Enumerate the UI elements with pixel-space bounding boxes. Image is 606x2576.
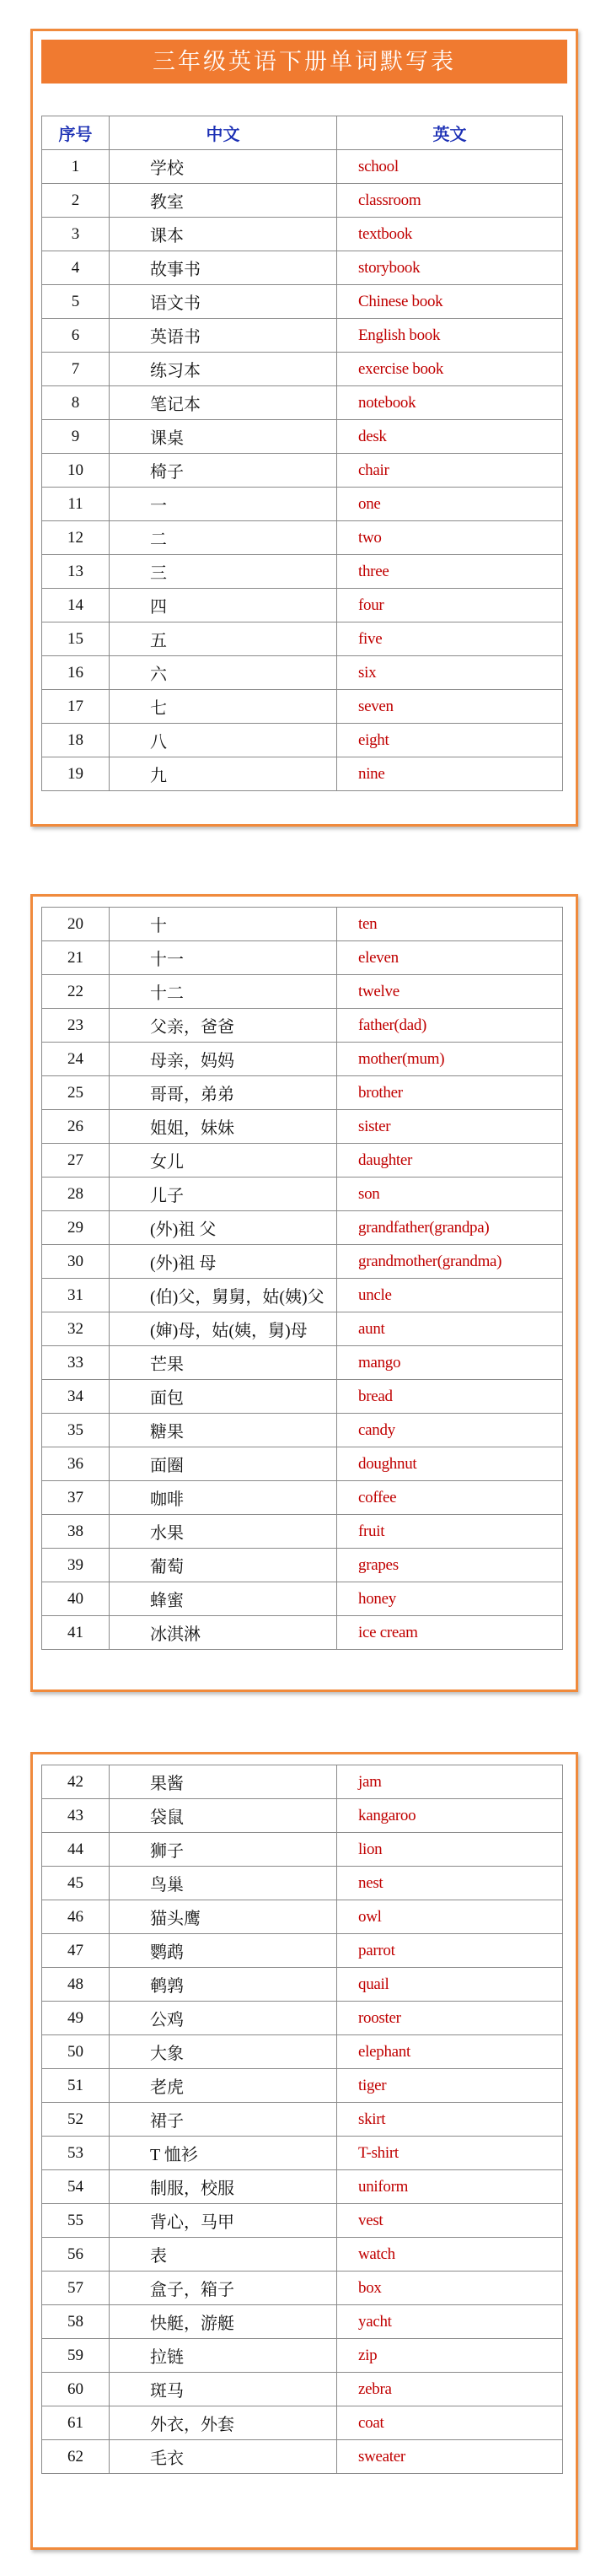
english-word: five (337, 622, 563, 656)
english-word: uniform (337, 2170, 563, 2204)
row-number: 52 (42, 2103, 110, 2137)
english-word: grandmother(grandma) (337, 1245, 563, 1279)
chinese-word: 笔记本 (110, 386, 337, 420)
chinese-word: 故事书 (110, 251, 337, 285)
row-number: 23 (42, 1009, 110, 1043)
english-word: ice cream (337, 1616, 563, 1650)
table-row (42, 2305, 563, 2339)
vocab-panel-1 (30, 29, 578, 827)
row-number: 35 (42, 1414, 110, 1447)
row-number: 9 (42, 420, 110, 454)
chinese-word: 一 (110, 488, 337, 521)
chinese-word: (外)祖 父 (110, 1211, 337, 1245)
chinese-word: 八 (110, 724, 337, 757)
row-number: 36 (42, 1447, 110, 1481)
row-number: 13 (42, 555, 110, 589)
english-word: Chinese book (337, 285, 563, 319)
english-word: nine (337, 757, 563, 791)
row-number: 2 (42, 184, 110, 218)
english-word: rooster (337, 2002, 563, 2035)
chinese-word: 十 (110, 908, 337, 941)
row-number: 12 (42, 521, 110, 555)
chinese-word: 冰淇淋 (110, 1616, 337, 1650)
table-row (42, 2406, 563, 2440)
chinese-word: 拉链 (110, 2339, 337, 2373)
chinese-word: 表 (110, 2238, 337, 2272)
row-number: 22 (42, 975, 110, 1009)
chinese-word: 大象 (110, 2035, 337, 2069)
row-number: 19 (42, 757, 110, 791)
table-row (42, 2069, 563, 2103)
table-row (42, 1799, 563, 1833)
table-row (42, 975, 563, 1009)
page-title: 三年级英语下册单词默写表 (41, 40, 567, 84)
chinese-word: 十一 (110, 941, 337, 975)
chinese-word: 鹌鹑 (110, 1968, 337, 2002)
chinese-word: 父亲，爸爸 (110, 1009, 337, 1043)
chinese-word: 芒果 (110, 1346, 337, 1380)
table-row (42, 1178, 563, 1211)
row-number: 15 (42, 622, 110, 656)
english-word: nest (337, 1867, 563, 1900)
table-row (42, 1144, 563, 1178)
chinese-word: 三 (110, 555, 337, 589)
vocab-table (41, 1765, 563, 2474)
english-word: mother(mum) (337, 1043, 563, 1076)
chinese-word: 课桌 (110, 420, 337, 454)
row-number: 42 (42, 1765, 110, 1799)
chinese-word: T 恤衫 (110, 2137, 337, 2170)
row-number: 32 (42, 1312, 110, 1346)
table-row (42, 2103, 563, 2137)
english-word: brother (337, 1076, 563, 1110)
chinese-word: 十二 (110, 975, 337, 1009)
row-number: 6 (42, 319, 110, 353)
table-row (42, 1312, 563, 1346)
chinese-word: 五 (110, 622, 337, 656)
chinese-word: 母亲，妈妈 (110, 1043, 337, 1076)
vocab-table (41, 116, 563, 791)
table-row (42, 941, 563, 975)
english-word: zebra (337, 2373, 563, 2406)
row-number: 10 (42, 454, 110, 488)
table-row (42, 420, 563, 454)
table-row (42, 218, 563, 251)
row-number: 7 (42, 353, 110, 386)
english-word: candy (337, 1414, 563, 1447)
row-number: 48 (42, 1968, 110, 2002)
chinese-word: 袋鼠 (110, 1799, 337, 1833)
english-word: exercise book (337, 353, 563, 386)
table-row (42, 1968, 563, 2002)
english-word: skirt (337, 2103, 563, 2137)
table-row (42, 184, 563, 218)
table-row (42, 1414, 563, 1447)
chinese-word: 毛衣 (110, 2440, 337, 2474)
vocab-table (41, 907, 563, 1650)
row-number: 39 (42, 1549, 110, 1582)
table-row (42, 1245, 563, 1279)
english-word: elephant (337, 2035, 563, 2069)
table-row (42, 1447, 563, 1481)
table-row (42, 2137, 563, 2170)
row-number: 24 (42, 1043, 110, 1076)
chinese-word: 练习本 (110, 353, 337, 386)
english-word: ten (337, 908, 563, 941)
table-row (42, 2440, 563, 2474)
english-word: chair (337, 454, 563, 488)
table-row (42, 1900, 563, 1934)
table-row (42, 2002, 563, 2035)
english-word: three (337, 555, 563, 589)
table-header-row (42, 116, 563, 150)
row-number: 21 (42, 941, 110, 975)
row-number: 51 (42, 2069, 110, 2103)
chinese-word: 斑马 (110, 2373, 337, 2406)
english-word: grandfather(grandpa) (337, 1211, 563, 1245)
table-row (42, 2170, 563, 2204)
english-word: daughter (337, 1144, 563, 1178)
chinese-word: (婶)母，姑(姨，舅)母 (110, 1312, 337, 1346)
english-word: doughnut (337, 1447, 563, 1481)
row-number: 18 (42, 724, 110, 757)
table-row (42, 1346, 563, 1380)
table-row (42, 555, 563, 589)
chinese-word: 盒子，箱子 (110, 2272, 337, 2305)
row-number: 54 (42, 2170, 110, 2204)
row-number: 20 (42, 908, 110, 941)
chinese-word: 六 (110, 656, 337, 690)
row-number: 59 (42, 2339, 110, 2373)
table-row (42, 1934, 563, 1968)
chinese-word: 糖果 (110, 1414, 337, 1447)
table-row (42, 1549, 563, 1582)
english-word: uncle (337, 1279, 563, 1312)
row-number: 16 (42, 656, 110, 690)
english-word: owl (337, 1900, 563, 1934)
table-row (42, 1867, 563, 1900)
english-word: kangaroo (337, 1799, 563, 1833)
english-word: fruit (337, 1515, 563, 1549)
english-word: two (337, 521, 563, 555)
chinese-word: 果酱 (110, 1765, 337, 1799)
row-number: 53 (42, 2137, 110, 2170)
english-word: jam (337, 1765, 563, 1799)
english-word: T-shirt (337, 2137, 563, 2170)
english-word: watch (337, 2238, 563, 2272)
table-row (42, 285, 563, 319)
table-row (42, 2272, 563, 2305)
row-number: 25 (42, 1076, 110, 1110)
chinese-word: 快艇，游艇 (110, 2305, 337, 2339)
english-word: honey (337, 1582, 563, 1616)
row-number: 34 (42, 1380, 110, 1414)
chinese-word: 蜂蜜 (110, 1582, 337, 1616)
chinese-word: 女儿 (110, 1144, 337, 1178)
chinese-word: 英语书 (110, 319, 337, 353)
english-word: coffee (337, 1481, 563, 1515)
table-row (42, 1616, 563, 1650)
chinese-word: 狮子 (110, 1833, 337, 1867)
chinese-word: 教室 (110, 184, 337, 218)
english-word: classroom (337, 184, 563, 218)
row-number: 61 (42, 2406, 110, 2440)
english-word: six (337, 656, 563, 690)
table-row (42, 1481, 563, 1515)
chinese-word: 面圈 (110, 1447, 337, 1481)
english-word: English book (337, 319, 563, 353)
table-row (42, 2373, 563, 2406)
chinese-word: 姐姐，妹妹 (110, 1110, 337, 1144)
english-word: seven (337, 690, 563, 724)
row-number: 1 (42, 150, 110, 184)
table-row (42, 386, 563, 420)
table-row (42, 1765, 563, 1799)
table-row (42, 319, 563, 353)
table-row (42, 2339, 563, 2373)
row-number: 60 (42, 2373, 110, 2406)
english-word: eleven (337, 941, 563, 975)
chinese-word: 儿子 (110, 1178, 337, 1211)
english-word: father(dad) (337, 1009, 563, 1043)
row-number: 41 (42, 1616, 110, 1650)
row-number: 62 (42, 2440, 110, 2474)
english-word: box (337, 2272, 563, 2305)
row-number: 33 (42, 1346, 110, 1380)
row-number: 27 (42, 1144, 110, 1178)
table-row (42, 488, 563, 521)
chinese-word: 老虎 (110, 2069, 337, 2103)
chinese-word: 语文书 (110, 285, 337, 319)
row-number: 14 (42, 589, 110, 622)
english-word: notebook (337, 386, 563, 420)
table-row (42, 1211, 563, 1245)
chinese-word: 面包 (110, 1380, 337, 1414)
chinese-word: 咖啡 (110, 1481, 337, 1515)
english-word: sweater (337, 2440, 563, 2474)
table-row (42, 454, 563, 488)
english-word: bread (337, 1380, 563, 1414)
table-row (42, 1279, 563, 1312)
row-number: 26 (42, 1110, 110, 1144)
row-number: 5 (42, 285, 110, 319)
row-number: 58 (42, 2305, 110, 2339)
row-number: 8 (42, 386, 110, 420)
row-number: 3 (42, 218, 110, 251)
chinese-word: 猫头鹰 (110, 1900, 337, 1934)
vocab-panel-3 (30, 1752, 578, 2550)
row-number: 43 (42, 1799, 110, 1833)
row-number: 28 (42, 1178, 110, 1211)
table-row (42, 1009, 563, 1043)
row-number: 49 (42, 2002, 110, 2035)
table-row (42, 1110, 563, 1144)
row-number: 47 (42, 1934, 110, 1968)
english-word: grapes (337, 1549, 563, 1582)
chinese-word: 二 (110, 521, 337, 555)
table-row (42, 2204, 563, 2238)
english-word: vest (337, 2204, 563, 2238)
row-number: 55 (42, 2204, 110, 2238)
row-number: 46 (42, 1900, 110, 1934)
table-row (42, 150, 563, 184)
english-word: one (337, 488, 563, 521)
chinese-word: 四 (110, 589, 337, 622)
row-number: 56 (42, 2238, 110, 2272)
english-word: mango (337, 1346, 563, 1380)
chinese-word: 七 (110, 690, 337, 724)
chinese-word: 裙子 (110, 2103, 337, 2137)
header-chinese: 中文 (110, 116, 337, 150)
english-word: coat (337, 2406, 563, 2440)
chinese-word: 哥哥，弟弟 (110, 1076, 337, 1110)
chinese-word: 学校 (110, 150, 337, 184)
chinese-word: 九 (110, 757, 337, 791)
row-number: 38 (42, 1515, 110, 1549)
english-word: desk (337, 420, 563, 454)
row-number: 57 (42, 2272, 110, 2305)
english-word: school (337, 150, 563, 184)
row-number: 29 (42, 1211, 110, 1245)
row-number: 45 (42, 1867, 110, 1900)
english-word: lion (337, 1833, 563, 1867)
table-row (42, 521, 563, 555)
table-row (42, 589, 563, 622)
english-word: four (337, 589, 563, 622)
table-row (42, 1043, 563, 1076)
table-row (42, 757, 563, 791)
english-word: son (337, 1178, 563, 1211)
table-row (42, 622, 563, 656)
table-row (42, 2238, 563, 2272)
english-word: zip (337, 2339, 563, 2373)
chinese-word: 公鸡 (110, 2002, 337, 2035)
english-word: yacht (337, 2305, 563, 2339)
english-word: quail (337, 1968, 563, 2002)
table-row (42, 908, 563, 941)
row-number: 11 (42, 488, 110, 521)
english-word: storybook (337, 251, 563, 285)
chinese-word: 制服，校服 (110, 2170, 337, 2204)
chinese-word: 葡萄 (110, 1549, 337, 1582)
english-word: parrot (337, 1934, 563, 1968)
table-row (42, 1582, 563, 1616)
table-row (42, 724, 563, 757)
header-number: 序号 (42, 116, 110, 150)
row-number: 31 (42, 1279, 110, 1312)
row-number: 40 (42, 1582, 110, 1616)
row-number: 30 (42, 1245, 110, 1279)
english-word: textbook (337, 218, 563, 251)
chinese-word: (伯)父，舅舅，姑(姨)父 (110, 1279, 337, 1312)
chinese-word: 外衣，外套 (110, 2406, 337, 2440)
english-word: tiger (337, 2069, 563, 2103)
table-row (42, 353, 563, 386)
chinese-word: (外)祖 母 (110, 1245, 337, 1279)
table-row (42, 1076, 563, 1110)
english-word: sister (337, 1110, 563, 1144)
chinese-word: 水果 (110, 1515, 337, 1549)
chinese-word: 鸟巢 (110, 1867, 337, 1900)
table-row (42, 2035, 563, 2069)
table-row (42, 1515, 563, 1549)
row-number: 44 (42, 1833, 110, 1867)
row-number: 4 (42, 251, 110, 285)
vocab-panel-2 (30, 894, 578, 1692)
row-number: 50 (42, 2035, 110, 2069)
chinese-word: 鹦鹉 (110, 1934, 337, 1968)
table-row (42, 656, 563, 690)
table-row (42, 690, 563, 724)
row-number: 37 (42, 1481, 110, 1515)
english-word: eight (337, 724, 563, 757)
header-english: 英文 (337, 116, 563, 150)
row-number: 17 (42, 690, 110, 724)
table-row (42, 1380, 563, 1414)
chinese-word: 椅子 (110, 454, 337, 488)
english-word: twelve (337, 975, 563, 1009)
chinese-word: 课本 (110, 218, 337, 251)
english-word: aunt (337, 1312, 563, 1346)
chinese-word: 背心，马甲 (110, 2204, 337, 2238)
table-row (42, 1833, 563, 1867)
table-row (42, 251, 563, 285)
